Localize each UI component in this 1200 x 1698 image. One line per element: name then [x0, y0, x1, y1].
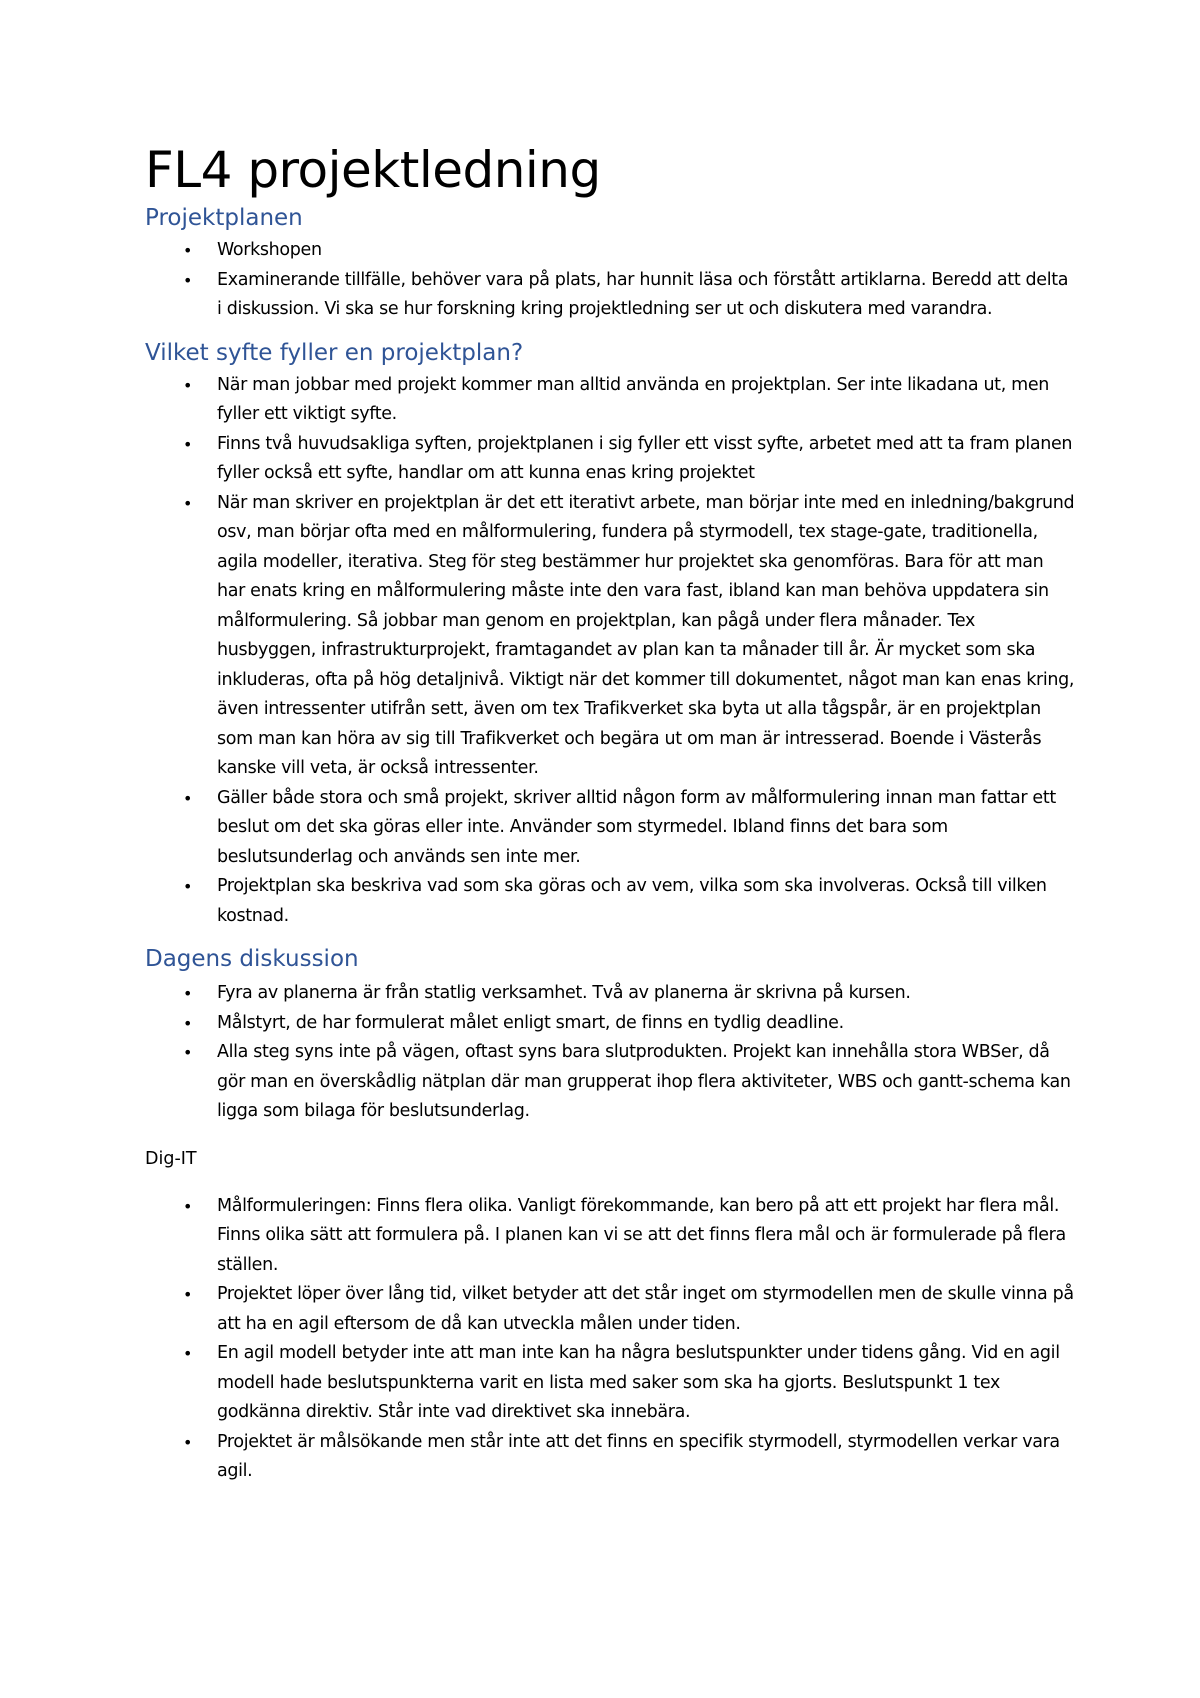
bullet-icon: • [183, 270, 193, 290]
heading-projektplanen: Projektplanen [145, 205, 303, 231]
bullet-icon: • [183, 1432, 193, 1452]
bullet-icon: • [183, 877, 193, 896]
paragraph-dig-it: Dig-IT [145, 1148, 197, 1169]
list-item: • Workshopen [145, 236, 1075, 266]
list-item: • Alla steg syns inte på vägen, oftast syns bara slutprodukten. Projekt kan innehålla stora WBSer, då gör man en överskådlig nätplan där man grupperat ihop flera aktiviteter, WBS och gantt-schema kan ligga som bilaga för beslutsunderlag. [145, 1038, 1075, 1127]
list-item: • Finns två huvudsakliga syften, projektplanen i sig fyller ett visst syfte, arbetet med att ta fram planen fyller också ett syfte, handlar om att kunna enas kring projektet [145, 430, 1075, 489]
bullet-icon: • [183, 241, 193, 260]
list-item: • Projektet löper över lång tid, vilket betyder att det står inget om styrmodellen men de skulle vinna på att ha en agil eftersom de då kan utveckla målen under tiden. [145, 1280, 1075, 1339]
list-item: • Målstyrt, de har formulerat målet enligt smart, de finns en tydlig deadline. [145, 1009, 1075, 1039]
list-syfte [145, 371, 1075, 932]
list-item: • Gäller både stora och små projekt, skriver alltid någon form av målformulering innan man fattar ett beslut om det ska göras eller inte. Använder som styrmedel. Ibland finns det bara som beslutsunderlag och används sen inte mer. [145, 784, 1075, 873]
bullet-icon: • [183, 1285, 193, 1304]
list-item: • Projektplan ska beskriva vad som ska göras och av vem, vilka som ska involveras. Också till vilken kostnad. [145, 872, 1075, 931]
bullet-icon: • [183, 1013, 193, 1033]
list-item: • Projektet är målsökande men står inte att det finns en specifik styrmodell, styrmodellen verkar vara agil. [145, 1428, 1075, 1487]
list-item: • När man skriver en projektplan är det ett iterativt arbete, man börjar inte med en inledning/bakgrund osv, man börjar ofta med en målformulering, fundera på styrmodell, tex stage-gate, traditionella, agila modeller, iterativa. Steg för steg bestämmer hur projektet ska genomföras. Bara för att man har enats kring en målformulering måste inte den vara fast, ibland kan man behöva uppdatera sin målformulering. Så jobbar man genom en projektplan, kan pågå under flera månader. Tex husbyggen, infrastrukturprojekt, framtagandet av plan kan ta månader till år. Är mycket som ska inkluderas, ofta på hög detaljnivå. Viktigt när det kommer till dokumentet, något man kan enas kring, även intressenter utifrån sett, även om tex Trafikverket ska byta ut alla tågspår, är en projektplan som man kan höra av sig till Trafikverket och begära ut om man är intresserad. Boende i Västerås kanske vill veta, är också intressenter. [145, 489, 1075, 784]
bullet-icon: • [183, 788, 193, 808]
heading-dagens-diskussion: Dagens diskussion [145, 946, 359, 972]
list-item: • Examinerande tillfälle, behöver vara på plats, har hunnit läsa och förstått artiklarna. Beredd att delta i diskussion. Vi ska se hur forskning kring projektledning ser ut och diskutera med varandra. [145, 266, 1075, 325]
list-item: • När man jobbar med projekt kommer man alltid använda en projektplan. Ser inte likadana ut, men fyller ett viktigt syfte. [145, 371, 1075, 430]
document-title: FL4 projektledning [145, 141, 601, 199]
bullet-icon: • [183, 1344, 193, 1363]
list-item: • En agil modell betyder inte att man inte kan ha några beslutspunkter under tidens gång. Vid en agil modell hade beslutspunkterna varit en lista med saker som ska ha gjorts. Beslutspunkt 1 tex godkänna direktiv. Står inte vad direktivet ska innebära. [145, 1339, 1075, 1428]
bullet-icon: • [183, 375, 193, 395]
document-page [145, 140, 1075, 1487]
list-projektplanen [145, 236, 1075, 325]
list-item: • Målformuleringen: Finns flera olika. Vanligt förekommande, kan bero på att ett projekt har flera mål. Finns olika sätt att formulera på. I planen kan vi se att det finns flera mål och är formulerade på flera ställen. [145, 1192, 1075, 1281]
list-dig-it [145, 1192, 1075, 1487]
bullet-icon: • [183, 984, 193, 1003]
bullet-icon: • [183, 493, 193, 513]
list-item: • Fyra av planerna är från statlig verksamhet. Två av planerna är skrivna på kursen. [145, 979, 1075, 1009]
heading-syfte: Vilket syfte fyller en projektplan? [145, 339, 524, 366]
bullet-icon: • [183, 434, 193, 454]
list-dagens-diskussion [145, 979, 1075, 1127]
bullet-icon: • [183, 1043, 193, 1062]
bullet-icon: • [183, 1196, 193, 1216]
